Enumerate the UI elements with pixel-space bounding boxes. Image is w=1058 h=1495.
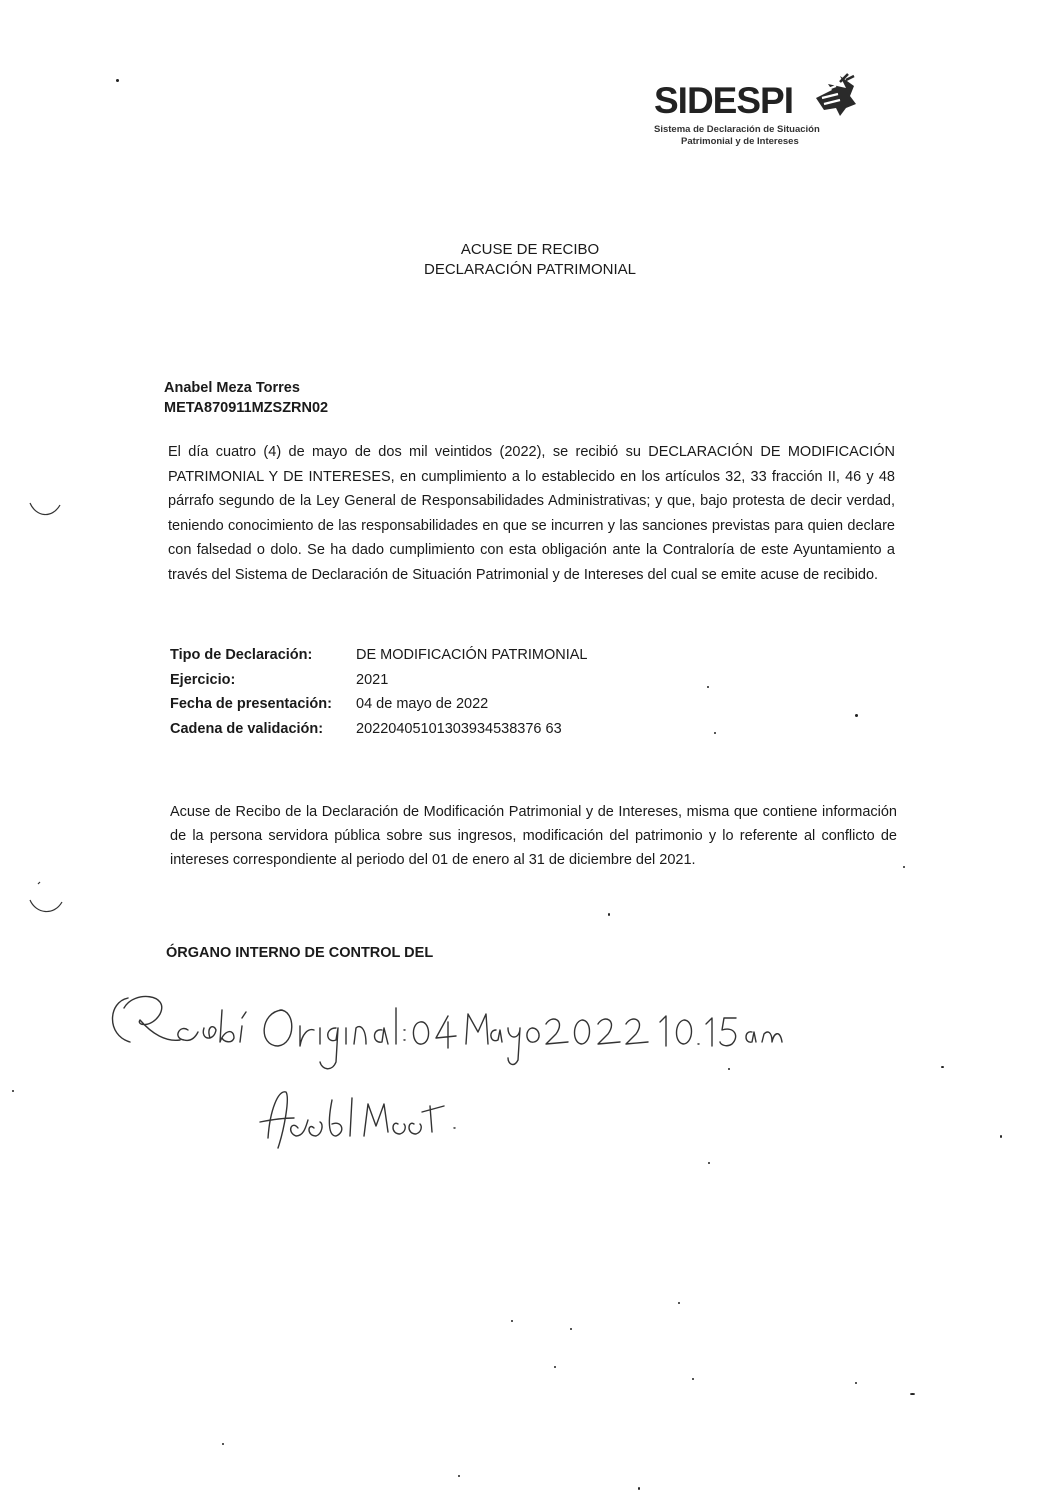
scan-speck	[707, 686, 709, 688]
detail-row-fecha	[170, 692, 587, 717]
recipient-block	[164, 378, 328, 418]
arrow-mexico-map-icon	[810, 68, 860, 120]
scan-speck	[1000, 1135, 1002, 1138]
recipient-rfc: META870911MZSZRN02	[164, 400, 329, 416]
scan-speck	[608, 913, 610, 916]
scan-speck	[554, 1366, 556, 1368]
sidespi-logo	[648, 68, 858, 148]
handwritten-receipt-note	[100, 980, 820, 1170]
detail-row-tipo	[170, 643, 587, 668]
scan-speck	[714, 732, 716, 734]
detail-value: 20220405101303934538376 63	[356, 720, 562, 737]
detail-label: Tipo de Declaración:	[170, 647, 313, 663]
detail-row-ejercicio	[170, 668, 587, 693]
scan-speck	[692, 1378, 694, 1380]
scan-speck	[458, 1475, 460, 1477]
detail-value: 04 de mayo de 2022	[356, 696, 489, 712]
logo-wordmark: SIDESPI	[654, 80, 793, 121]
logo-subtitle-line1: Sistema de Declaración de Situación	[654, 124, 820, 135]
scan-speck	[708, 1162, 710, 1164]
title-line2: DECLARACIÓN PATRIMONIAL	[424, 261, 636, 278]
body-paragraph: El día cuatro (4) de mayo de dos mil veintidos (2022), se recibió su DECLARACIÓN DE MODIFICACIÓN PATRIMONIAL Y DE INTERESES, en cumplimiento a lo establecido en los artículos 32, 33 fracción II, 46 y 48 párrafo segundo de la Ley General de Responsabilidades Administrativas; y que, bajo protesta de decir verdad, teniendo conocimiento de las responsabilidades en que se incurren y las sanciones previstas para quien declare con falsedad o dolo. Se ha dado cumplimiento con esta obligación ante la Contraloría de este Ayuntamiento a través del Sistema de Declaración de Situación Patrimonial y de Intereses del cual se emite acuse de recibido.	[168, 444, 895, 583]
scan-speck	[910, 1393, 915, 1395]
detail-label: Cadena de validación:	[170, 720, 324, 737]
scan-speck	[903, 866, 905, 868]
hole-punch-mark	[26, 880, 66, 920]
detail-value: DE MODIFICACIÓN PATRIMONIAL	[356, 647, 588, 663]
title-line1: ACUSE DE RECIBO	[460, 241, 600, 258]
scan-speck	[638, 1487, 640, 1490]
detail-label: Fecha de presentación:	[170, 696, 332, 712]
scan-speck	[116, 79, 119, 82]
detail-label: Ejercicio:	[170, 671, 236, 688]
logo-subtitle	[654, 124, 864, 148]
hole-punch-mark	[26, 495, 66, 525]
organ-heading: ÓRGANO INTERNO DE CONTROL DEL	[166, 945, 434, 961]
logo-subtitle-line2: Patrimonial y de Intereses	[681, 136, 799, 147]
scan-speck	[678, 1302, 680, 1304]
recipient-name: Anabel Meza Torres	[164, 380, 300, 396]
declaration-details	[170, 643, 587, 741]
detail-value: 2021	[356, 671, 389, 688]
scan-speck	[511, 1320, 513, 1322]
scan-speck	[570, 1328, 572, 1330]
scan-speck	[728, 1068, 730, 1070]
scan-speck	[12, 1090, 14, 1092]
footer-paragraph: Acuse de Recibo de la Declaración de Modificación Patrimonial y de Intereses, misma que contiene información de la persona servidora pública sobre sus ingresos, modificación del patrimonio y lo referente al conflicto de intereses correspondiente al periodo del 01 de enero al 31 de diciembre del 2021.	[170, 804, 897, 868]
scan-speck	[222, 1443, 224, 1445]
detail-row-cadena	[170, 717, 587, 742]
scan-speck	[855, 714, 858, 717]
scan-speck	[855, 1382, 857, 1384]
scan-speck	[941, 1066, 944, 1068]
document-title	[300, 240, 760, 280]
